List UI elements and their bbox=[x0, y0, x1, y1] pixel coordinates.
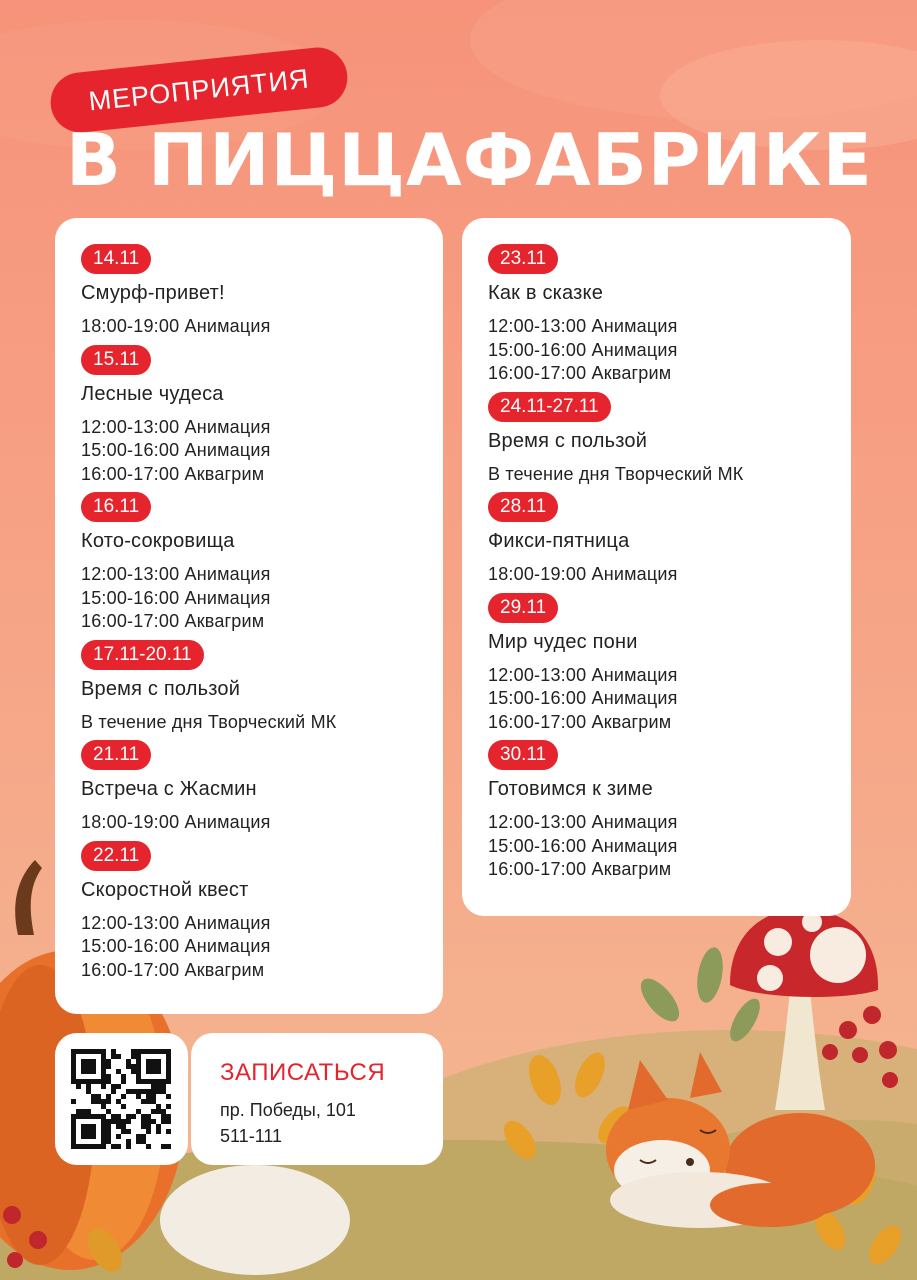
event-date-badge: 16.11 bbox=[81, 492, 151, 522]
event-title: Смурф-привет! bbox=[81, 282, 225, 304]
event-time-line: 16:00-17:00 Аквагрим bbox=[81, 959, 265, 980]
event-title: Лесные чудеса bbox=[81, 382, 224, 405]
event-schedule bbox=[488, 563, 851, 587]
qr-code-icon[interactable] bbox=[71, 1049, 171, 1149]
event-item bbox=[488, 593, 851, 735]
event-time-line: 15:00-16:00 Анимация bbox=[81, 936, 271, 956]
event-schedule bbox=[81, 315, 443, 339]
event-time-line: 12:00-13:00 Анимация bbox=[81, 416, 271, 437]
event-date-badge: 17.11-20.11 bbox=[81, 640, 204, 670]
qr-card bbox=[55, 1033, 188, 1165]
event-time-line: В течение дня Творческий МК bbox=[81, 711, 337, 732]
event-schedule bbox=[488, 664, 851, 735]
address-text: пр. Победы, 101 bbox=[220, 1100, 356, 1120]
event-title: Время с пользой bbox=[488, 429, 648, 452]
event-time-line: 16:00-17:00 Аквагрим bbox=[81, 611, 265, 631]
event-date-badge: 30.11 bbox=[488, 740, 558, 770]
event-title: Время с пользой bbox=[81, 677, 241, 700]
event-title: Кото-сокровища bbox=[81, 530, 235, 552]
event-date-badge: 24.11-27.11 bbox=[488, 392, 611, 422]
event-date-badge: 28.11 bbox=[488, 492, 558, 522]
event-time-line: 15:00-16:00 Анимация bbox=[81, 587, 271, 608]
event-schedule bbox=[81, 416, 443, 487]
event-schedule bbox=[81, 563, 443, 634]
event-date-badge: 22.11 bbox=[81, 841, 151, 871]
event-time-line: 18:00-19:00 Анимация bbox=[81, 812, 271, 832]
event-time-line: 15:00-16:00 Анимация bbox=[81, 440, 271, 460]
event-schedule bbox=[81, 912, 443, 983]
event-title: Готовимся к зиме bbox=[488, 778, 653, 800]
event-title: Как в сказке bbox=[488, 282, 604, 304]
event-date-badge: 23.11 bbox=[488, 244, 558, 274]
fox-icon bbox=[606, 1052, 875, 1228]
page-title: В ПИЦЦАФАБРИКЕ bbox=[66, 118, 873, 202]
event-time-line: 18:00-19:00 Анимация bbox=[488, 564, 678, 584]
event-title: Скоростной квест bbox=[81, 878, 249, 901]
signup-card bbox=[191, 1033, 443, 1165]
event-time-line: 16:00-17:00 Аквагрим bbox=[488, 711, 672, 732]
event-date-badge: 15.11 bbox=[81, 345, 151, 375]
schedule-card-left bbox=[55, 218, 443, 1014]
event-time-line: 12:00-13:00 Анимация bbox=[81, 564, 271, 584]
event-time-line: 12:00-13:00 Анимация bbox=[488, 812, 678, 832]
event-time-line: 15:00-16:00 Анимация bbox=[488, 339, 678, 360]
event-schedule bbox=[488, 463, 851, 487]
header-tag-label: МЕРОПРИЯТИЯ bbox=[87, 63, 311, 117]
signup-link[interactable]: ЗАПИСАТЬСЯ bbox=[220, 1059, 386, 1086]
event-schedule bbox=[81, 811, 443, 835]
event-item bbox=[81, 492, 443, 634]
event-time-line: В течение дня Творческий МК bbox=[488, 463, 744, 484]
event-item bbox=[81, 640, 443, 735]
event-date-badge: 21.11 bbox=[81, 740, 151, 770]
event-item bbox=[488, 244, 851, 386]
schedule-card-right bbox=[462, 218, 851, 916]
event-schedule bbox=[488, 811, 851, 882]
event-time-line: 15:00-16:00 Анимация bbox=[488, 835, 678, 856]
event-time-line: 15:00-16:00 Анимация bbox=[488, 688, 678, 708]
event-time-line: 16:00-17:00 Аквагрим bbox=[488, 363, 672, 383]
event-title: Встреча с Жасмин bbox=[81, 778, 257, 800]
event-item bbox=[488, 392, 851, 487]
event-time-line: 16:00-17:00 Аквагрим bbox=[488, 859, 672, 879]
event-item bbox=[81, 740, 443, 835]
phone-text: 511-111 bbox=[220, 1126, 283, 1146]
event-item bbox=[81, 841, 443, 983]
event-item bbox=[81, 345, 443, 487]
event-schedule bbox=[81, 711, 443, 735]
event-time-line: 12:00-13:00 Анимация bbox=[81, 912, 271, 933]
event-time-line: 12:00-13:00 Анимация bbox=[488, 664, 678, 685]
event-date-badge: 29.11 bbox=[488, 593, 558, 623]
event-title: Мир чудес пони bbox=[488, 630, 638, 653]
event-date-badge: 14.11 bbox=[81, 244, 151, 274]
event-time-line: 16:00-17:00 Аквагрим bbox=[81, 463, 265, 484]
event-time-line: 18:00-19:00 Анимация bbox=[81, 316, 271, 336]
white-pumpkin-icon bbox=[160, 1165, 350, 1275]
event-item bbox=[488, 740, 851, 882]
event-time-line: 12:00-13:00 Анимация bbox=[488, 316, 678, 336]
event-schedule bbox=[488, 315, 851, 386]
event-title: Фикси-пятница bbox=[488, 530, 630, 552]
event-item bbox=[488, 492, 851, 587]
event-item bbox=[81, 244, 443, 339]
